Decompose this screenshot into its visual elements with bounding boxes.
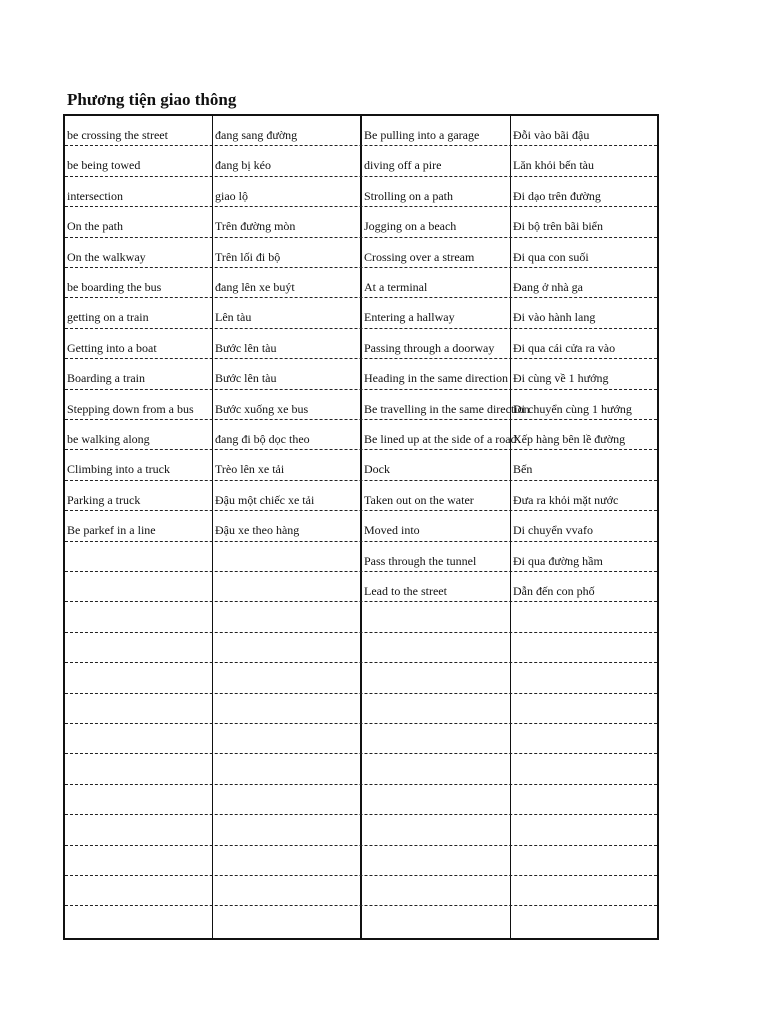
cell-english-phrase: be boarding the bus xyxy=(67,280,162,294)
cell-vietnamese-meaning xyxy=(213,542,361,572)
cell-vietnamese-meaning: Di chuyển cùng 1 hướng xyxy=(513,401,632,416)
cell-english-phrase xyxy=(65,724,213,754)
cell-english-phrase xyxy=(65,754,213,784)
table-row xyxy=(65,207,657,237)
cell-english-phrase xyxy=(65,906,213,936)
cell-vietnamese-meaning: đang đi bộ dọc theo xyxy=(215,432,310,446)
cell-english-phrase xyxy=(362,633,510,663)
table-row xyxy=(65,146,657,176)
cell-english-phrase: Lead to the street xyxy=(364,584,447,598)
cell-vietnamese-meaning: Đi dạo trên đường xyxy=(513,188,601,203)
cell-vietnamese-meaning: Dẫn đến con phố xyxy=(513,584,595,598)
cell-vietnamese-meaning xyxy=(213,572,361,602)
cell-vietnamese-meaning: Di chuyển vvafo xyxy=(513,523,593,538)
cell-english-phrase xyxy=(362,785,510,815)
cell-vietnamese-meaning: Trên đường mòn xyxy=(215,219,296,234)
cell-english-phrase: On the path xyxy=(67,219,123,234)
table-row xyxy=(65,450,657,480)
cell-vietnamese-meaning: Đi qua con suối xyxy=(513,249,589,264)
cell-vietnamese-meaning xyxy=(511,694,659,724)
table-row xyxy=(65,177,657,207)
cell-english-phrase xyxy=(362,602,510,632)
table-row xyxy=(65,481,657,511)
table-row xyxy=(65,694,657,724)
cell-vietnamese-meaning xyxy=(511,602,659,632)
cell-vietnamese-meaning: Đỗi vào bãi đậu xyxy=(513,128,590,142)
cell-english-phrase: Strolling on a path xyxy=(364,188,453,203)
cell-vietnamese-meaning: Lăn khỏi bến tàu xyxy=(513,158,594,173)
cell-english-phrase xyxy=(65,815,213,845)
cell-english-phrase: Stepping down from a bus xyxy=(67,401,194,416)
cell-english-phrase: Parking a truck xyxy=(67,492,141,507)
cell-english-phrase: be walking along xyxy=(67,432,150,446)
cell-english-phrase: be crossing the street xyxy=(67,128,168,142)
table-row xyxy=(65,542,657,572)
cell-english-phrase: Be lined up at the side of a road xyxy=(364,432,517,446)
cell-english-phrase xyxy=(65,663,213,693)
cell-vietnamese-meaning xyxy=(511,785,659,815)
cell-vietnamese-meaning xyxy=(213,663,361,693)
table-row xyxy=(65,663,657,693)
cell-vietnamese-meaning: Bước lên tàu xyxy=(215,371,277,386)
cell-vietnamese-meaning: Đi bộ trên bãi biển xyxy=(513,219,603,234)
cell-vietnamese-meaning: Bước xuống xe bus xyxy=(215,401,309,416)
table-row xyxy=(65,511,657,541)
table-row xyxy=(65,633,657,663)
cell-vietnamese-meaning: đang sang đường xyxy=(215,128,298,142)
cell-english-phrase: Passing through a doorway xyxy=(364,340,495,355)
cell-english-phrase: Climbing into a truck xyxy=(67,462,170,477)
cell-vietnamese-meaning: Đang ở nhà ga xyxy=(513,280,583,294)
cell-vietnamese-meaning xyxy=(511,633,659,663)
cell-vietnamese-meaning: Xếp hàng bên lề đường xyxy=(513,432,626,446)
cell-english-phrase xyxy=(65,876,213,906)
table-row xyxy=(65,420,657,450)
cell-english-phrase: Entering a hallway xyxy=(364,310,455,325)
cell-vietnamese-meaning: Đi qua đường hầm xyxy=(513,553,603,568)
cell-english-phrase: be being towed xyxy=(67,158,141,173)
table-row xyxy=(65,390,657,420)
cell-vietnamese-meaning: Đưa ra khỏi mặt nước xyxy=(513,492,619,507)
table-row xyxy=(65,116,657,146)
cell-vietnamese-meaning xyxy=(213,724,361,754)
table-row xyxy=(65,876,657,906)
cell-vietnamese-meaning xyxy=(213,876,361,906)
cell-vietnamese-meaning: đang lên xe buýt xyxy=(215,280,295,294)
cell-vietnamese-meaning: Bến xyxy=(513,462,533,477)
table-row xyxy=(65,846,657,876)
cell-vietnamese-meaning: Đậu một chiếc xe tải xyxy=(215,492,315,507)
cell-english-phrase: Be pulling into a garage xyxy=(364,128,480,142)
cell-english-phrase xyxy=(362,754,510,784)
cell-vietnamese-meaning: Trèo lên xe tải xyxy=(215,462,285,477)
table-row xyxy=(65,754,657,784)
cell-english-phrase: Be parkef in a line xyxy=(67,523,156,538)
table-row xyxy=(65,815,657,845)
cell-vietnamese-meaning xyxy=(511,815,659,845)
cell-english-phrase xyxy=(65,633,213,663)
cell-english-phrase xyxy=(362,846,510,876)
cell-vietnamese-meaning xyxy=(213,815,361,845)
cell-vietnamese-meaning xyxy=(213,906,361,936)
table-row xyxy=(65,359,657,389)
cell-vietnamese-meaning: Lên tàu xyxy=(215,310,252,325)
cell-english-phrase xyxy=(65,602,213,632)
cell-english-phrase xyxy=(362,876,510,906)
vocabulary-table xyxy=(63,114,659,940)
cell-vietnamese-meaning: Bước lên tàu xyxy=(215,340,277,355)
cell-english-phrase xyxy=(362,906,510,936)
cell-english-phrase xyxy=(362,694,510,724)
cell-vietnamese-meaning xyxy=(511,876,659,906)
cell-vietnamese-meaning xyxy=(511,754,659,784)
cell-english-phrase xyxy=(65,846,213,876)
table-row xyxy=(65,298,657,328)
table-row xyxy=(65,268,657,298)
cell-english-phrase xyxy=(65,785,213,815)
cell-english-phrase: At a terminal xyxy=(364,280,428,294)
cell-vietnamese-meaning xyxy=(213,602,361,632)
page-title: Phương tiện giao thông xyxy=(67,90,237,109)
cell-english-phrase xyxy=(65,572,213,602)
cell-vietnamese-meaning: Đậu xe theo hàng xyxy=(215,523,300,538)
cell-vietnamese-meaning xyxy=(511,846,659,876)
table-row xyxy=(65,572,657,602)
cell-english-phrase: Heading in the same direction xyxy=(364,371,508,386)
cell-vietnamese-meaning: Đi qua cái cửa ra vào xyxy=(513,340,616,355)
cell-english-phrase: intersection xyxy=(67,188,123,203)
cell-english-phrase: getting on a train xyxy=(67,310,149,325)
cell-vietnamese-meaning xyxy=(511,724,659,754)
cell-vietnamese-meaning xyxy=(213,785,361,815)
cell-english-phrase xyxy=(362,724,510,754)
cell-english-phrase: Pass through the tunnel xyxy=(364,553,477,568)
table-row xyxy=(65,785,657,815)
cell-english-phrase: Crossing over a stream xyxy=(364,249,475,264)
cell-english-phrase xyxy=(65,694,213,724)
cell-english-phrase xyxy=(362,663,510,693)
cell-vietnamese-meaning xyxy=(213,754,361,784)
cell-english-phrase: On the walkway xyxy=(67,249,146,264)
table-row xyxy=(65,238,657,268)
cell-vietnamese-meaning xyxy=(213,633,361,663)
cell-vietnamese-meaning: đang bị kéo xyxy=(215,158,271,173)
table-body xyxy=(65,116,657,938)
cell-vietnamese-meaning: giao lộ xyxy=(215,188,248,203)
cell-vietnamese-meaning xyxy=(511,906,659,936)
cell-english-phrase: Getting into a boat xyxy=(67,340,157,355)
table-row xyxy=(65,906,657,936)
cell-vietnamese-meaning xyxy=(213,694,361,724)
table-row xyxy=(65,329,657,359)
table-row xyxy=(65,602,657,632)
cell-english-phrase: Dock xyxy=(364,462,390,477)
cell-english-phrase xyxy=(362,815,510,845)
cell-vietnamese-meaning xyxy=(511,663,659,693)
cell-english-phrase: Jogging on a beach xyxy=(364,219,457,234)
cell-english-phrase: Moved into xyxy=(364,523,420,538)
cell-vietnamese-meaning xyxy=(213,846,361,876)
cell-vietnamese-meaning: Trên lối đi bộ xyxy=(215,249,281,264)
table-row xyxy=(65,724,657,754)
cell-english-phrase xyxy=(65,542,213,572)
cell-english-phrase: Boarding a train xyxy=(67,371,145,386)
cell-vietnamese-meaning: Đi cùng về 1 hướng xyxy=(513,371,609,386)
cell-vietnamese-meaning: Đi vào hành lang xyxy=(513,310,596,325)
cell-english-phrase: Taken out on the water xyxy=(364,492,474,507)
cell-english-phrase: diving off a pire xyxy=(364,158,442,173)
cell-english-phrase: Be travelling in the same direction xyxy=(364,401,530,416)
